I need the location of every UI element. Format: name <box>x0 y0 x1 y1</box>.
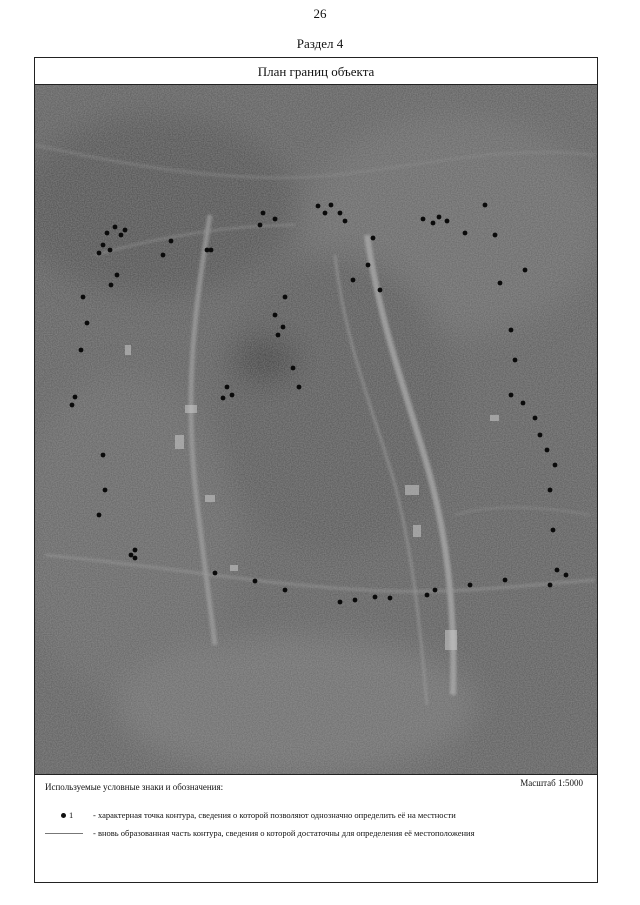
legend-text-line: - вновь образованная часть контура, сведения о которой достаточны для определения её местоположения <box>93 828 475 838</box>
contour-point <box>353 598 358 603</box>
contour-point <box>533 416 538 421</box>
contour-point <box>521 401 526 406</box>
scale-label: Масштаб 1:5000 <box>520 778 583 788</box>
contour-point <box>129 553 134 558</box>
contour-point <box>548 583 553 588</box>
contour-point <box>373 595 378 600</box>
contour-point <box>133 548 138 553</box>
contour-point <box>283 588 288 593</box>
contour-point <box>103 488 108 493</box>
contour-point <box>538 433 543 438</box>
map-canvas <box>35 85 597 775</box>
contour-point <box>133 556 138 561</box>
contour-point <box>316 204 321 209</box>
legend-text-point: - характерная точка контура, сведения о которой позволяют однозначно определить её на местности <box>93 810 456 820</box>
contour-point <box>513 358 518 363</box>
contour-point <box>366 263 371 268</box>
contour-point <box>276 333 281 338</box>
contour-point <box>371 236 376 241</box>
contour-point <box>343 219 348 224</box>
contour-point <box>81 295 86 300</box>
contour-point <box>109 283 114 288</box>
contour-point <box>209 248 214 253</box>
contour-point <box>70 403 75 408</box>
contour-point <box>113 225 118 230</box>
contour-point <box>523 268 528 273</box>
aerial-map[interactable] <box>35 85 597 775</box>
contour-point <box>73 395 78 400</box>
contour-point <box>221 396 226 401</box>
contour-point <box>509 393 514 398</box>
contour-point <box>105 231 110 236</box>
contour-point <box>85 321 90 326</box>
contour-point <box>97 251 102 256</box>
contour-point <box>503 578 508 583</box>
contour-point <box>431 221 436 226</box>
contour-point <box>564 573 569 578</box>
contour-point <box>169 239 174 244</box>
contour-point <box>281 325 286 330</box>
contour-point <box>123 228 128 233</box>
contour-point <box>338 211 343 216</box>
contour-point <box>273 217 278 222</box>
contour-point <box>323 211 328 216</box>
contour-point <box>468 583 473 588</box>
contour-point <box>230 393 235 398</box>
contour-point <box>329 203 334 208</box>
contour-point <box>445 219 450 224</box>
contour-point <box>378 288 383 293</box>
contour-point <box>297 385 302 390</box>
contour-point <box>261 211 266 216</box>
contour-point <box>101 243 106 248</box>
contour-point <box>463 231 468 236</box>
contour-point <box>553 463 558 468</box>
contour-point <box>483 203 488 208</box>
contour-point <box>97 513 102 518</box>
contour-point <box>101 453 106 458</box>
contour-point <box>291 366 296 371</box>
contour-point <box>388 596 393 601</box>
contour-point <box>213 571 218 576</box>
contour-point <box>509 328 514 333</box>
contour-point <box>115 273 120 278</box>
contour-point <box>119 233 124 238</box>
contour-line-icon <box>45 833 83 834</box>
plan-title: План границ объекта <box>35 58 597 85</box>
contour-point <box>555 568 560 573</box>
contour-point <box>258 223 263 228</box>
section-label: Раздел 4 <box>296 36 344 51</box>
page-number: 26 <box>313 6 327 21</box>
contour-point <box>108 248 113 253</box>
contour-point <box>498 281 503 286</box>
legend-title: Используемые условные знаки и обозначения: <box>45 782 224 792</box>
contour-point <box>253 579 258 584</box>
contour-point <box>79 348 84 353</box>
contour-point <box>425 593 430 598</box>
contour-point <box>351 278 356 283</box>
contour-point <box>548 488 553 493</box>
point-dot-icon <box>61 813 66 818</box>
contour-point <box>493 233 498 238</box>
contour-point <box>421 217 426 222</box>
legend-symbol-point <box>45 810 87 821</box>
legend-point-number: 1 <box>69 810 74 820</box>
contour-point <box>338 600 343 605</box>
contour-point <box>161 253 166 258</box>
contour-point <box>437 215 442 220</box>
plan-frame <box>34 57 598 883</box>
legend-symbol-line <box>45 828 87 839</box>
image-grain <box>35 85 597 775</box>
contour-point <box>225 385 230 390</box>
contour-point <box>551 528 556 533</box>
contour-point <box>283 295 288 300</box>
contour-point <box>273 313 278 318</box>
contour-point <box>545 448 550 453</box>
contour-point <box>433 588 438 593</box>
